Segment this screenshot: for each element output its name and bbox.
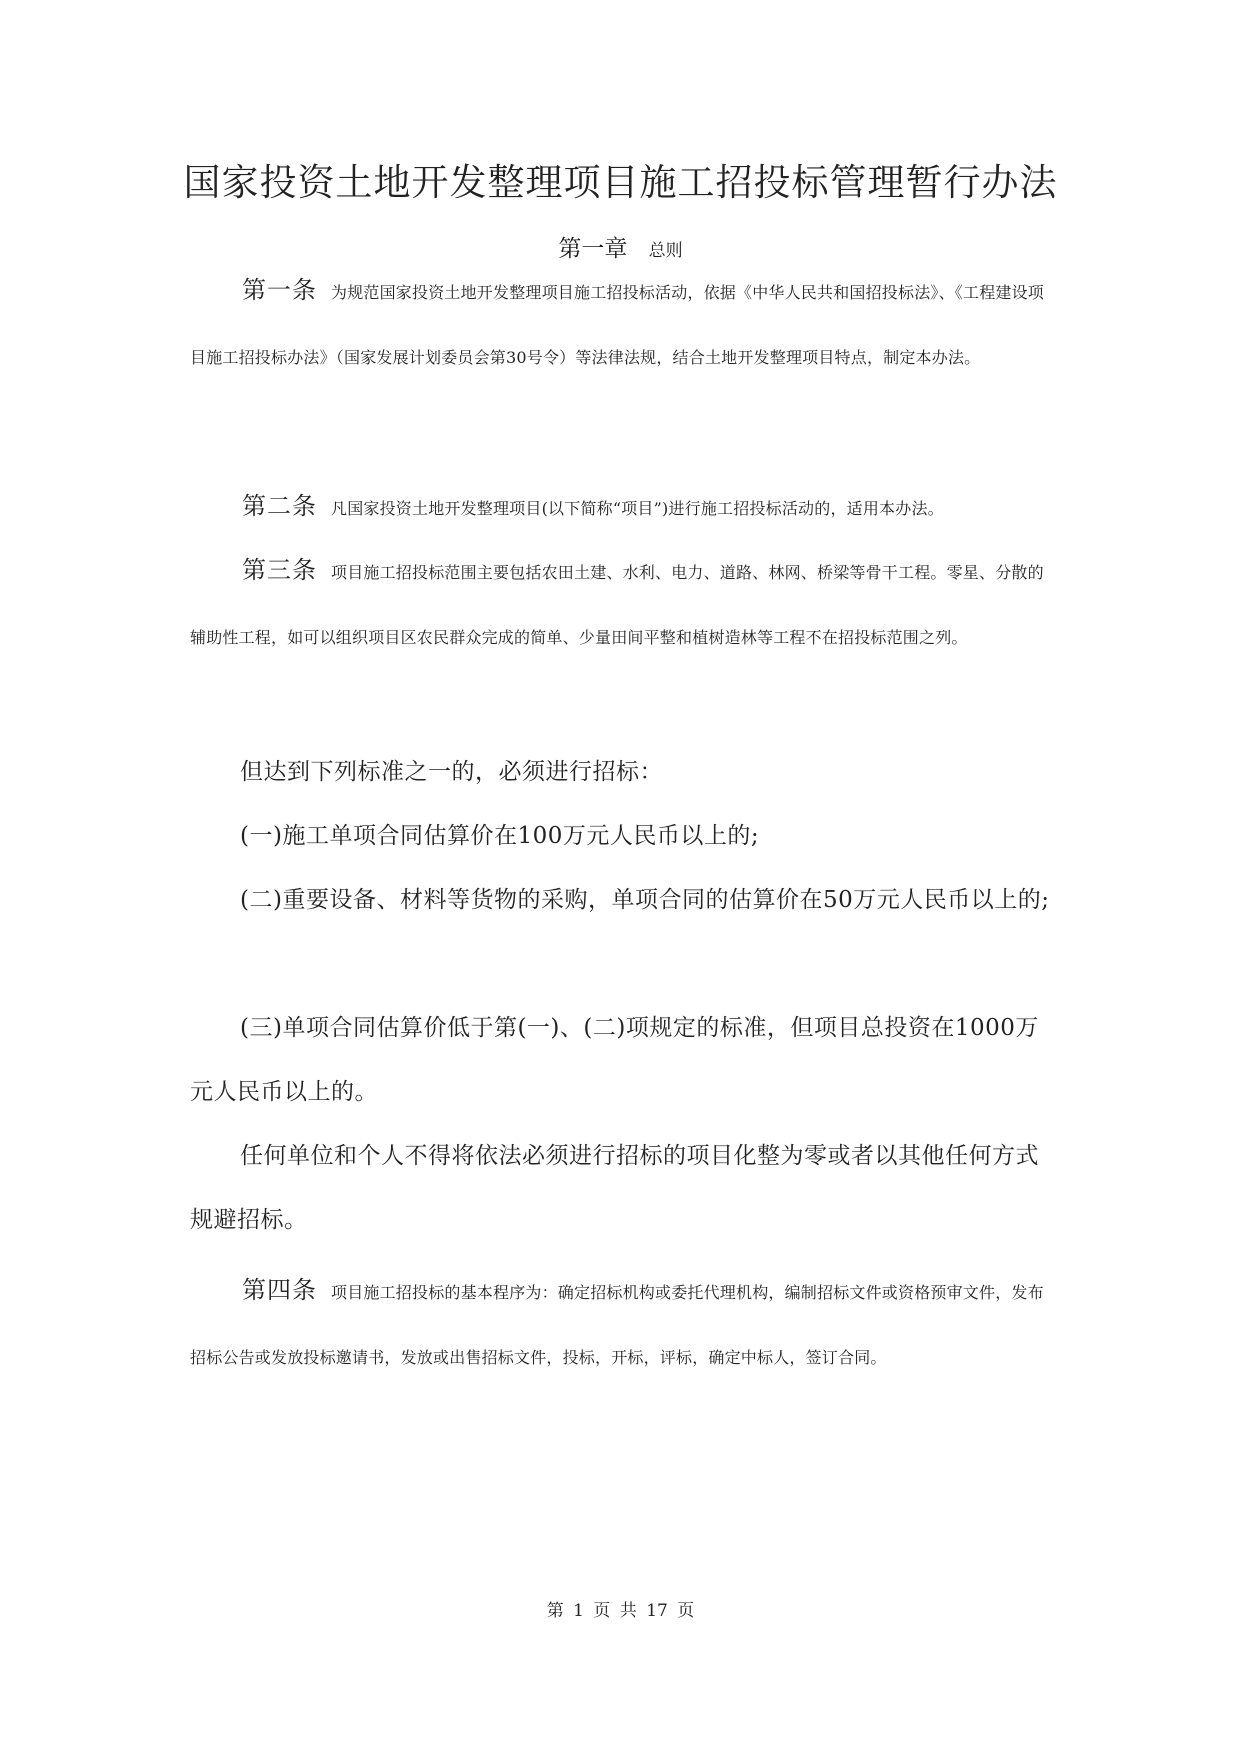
article-4 bbox=[190, 1258, 1052, 1390]
article-number: 第三条 bbox=[242, 556, 317, 584]
article-3 bbox=[190, 538, 1052, 670]
paragraph-criteria-2: (二)重要设备、材料等货物的采购，单项合同的估算价在50万元人民币以上的; bbox=[240, 887, 1050, 913]
article-text: 项目施工招投标范围主要包括农田土建、水利、电力、道路、林网、桥梁等骨干工程。零星、分散的辅助性工程，如可以组织项目区农民群众完成的简单、少量田间平整和植树造林等工程不在招投标范围之列。 bbox=[190, 563, 1044, 647]
document-title: 国家投资土地开发整理项目施工招投标管理暂行办法 bbox=[183, 161, 1058, 204]
paragraph-criteria-1: (一)施工单项合同估算价在100万元人民币以上的; bbox=[240, 823, 760, 849]
article-2 bbox=[190, 474, 1052, 541]
paragraph-criteria-intro: 但达到下列标准之一的，必须进行招标： bbox=[240, 759, 663, 785]
article-number: 第一条 bbox=[242, 276, 317, 304]
chapter-label: 第一章 bbox=[558, 236, 628, 262]
paragraph-no-splitting: 任何单位和个人不得将依法必须进行招标的项目化整为零或者以其他任何方式规避招标。 bbox=[190, 1143, 1039, 1233]
article-number: 第四条 bbox=[242, 1276, 317, 1304]
page-footer: 第 1 页 共 17 页 bbox=[546, 1601, 695, 1621]
article-text: 项目施工招投标的基本程序为：确定招标机构或委托代理机构，编制招标文件或资格预审文件，发布招标公告或发放投标邀请书，发放或出售招标文件，投标，开标，评标，确定中标人，签订合同。 bbox=[190, 1283, 1044, 1367]
article-number: 第二条 bbox=[242, 492, 317, 520]
article-text: 为规范国家投资土地开发整理项目施工招投标活动，依据《中华人民共和国招投标法》、《工程建设项目施工招投标办法》（国家发展计划委员会第30号令）等法律法规，结合土地开发整理项目特点，制定本办法。 bbox=[190, 283, 1045, 367]
paragraph-criteria-3: (三)单项合同估算价低于第(一)、(二)项规定的标准，但项目总投资在1000万元人民币以上的。 bbox=[190, 1015, 1039, 1105]
chapter-name: 总则 bbox=[648, 241, 683, 261]
article-1 bbox=[190, 258, 1052, 390]
article-text: 凡国家投资土地开发整理项目(以下简称“项目”)进行施工招投标活动的，适用本办法。 bbox=[331, 499, 944, 518]
